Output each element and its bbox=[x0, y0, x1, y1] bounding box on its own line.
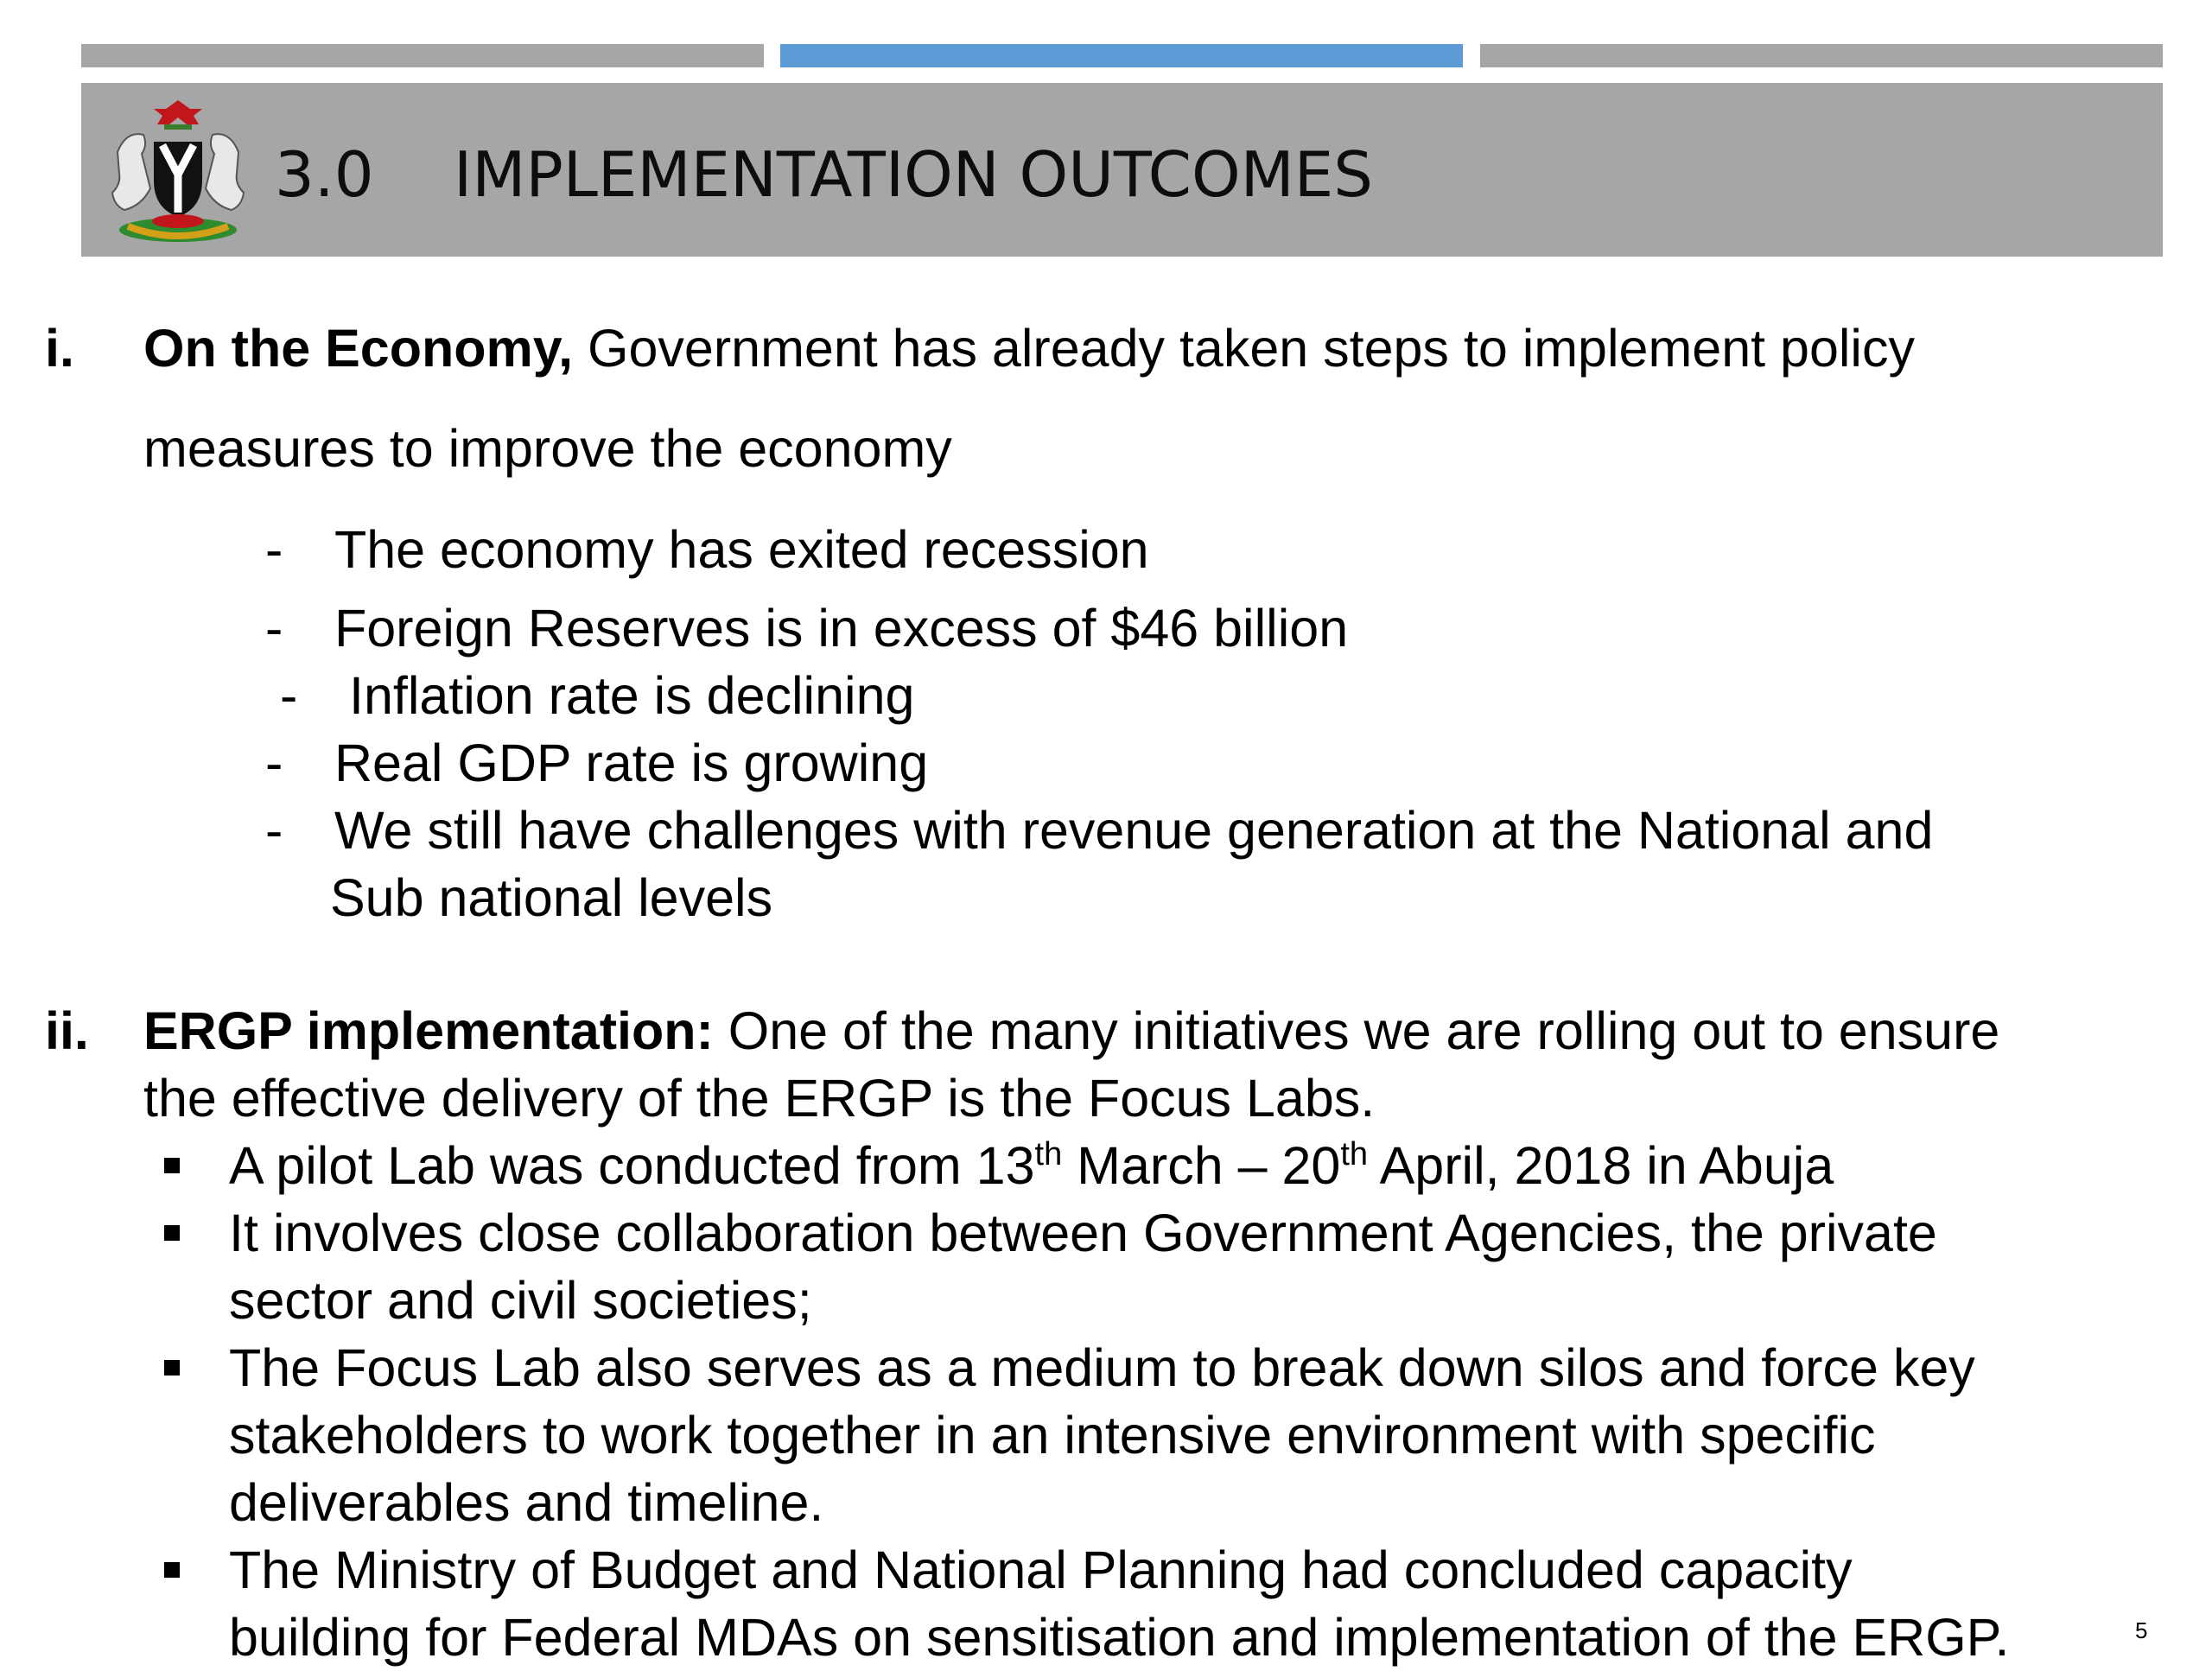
section-lead-line bbox=[143, 315, 1915, 382]
slide-title bbox=[275, 138, 1373, 211]
section-lead-text: One of the many initiatives we are rolling out to ensure bbox=[713, 1001, 2000, 1060]
top-bar-accent bbox=[780, 44, 1463, 67]
section-lead-line-2: measures to improve the economy bbox=[143, 419, 952, 478]
top-bar-left bbox=[81, 44, 764, 67]
section-lead-bold: ERGP implementation: bbox=[143, 1001, 714, 1060]
section-numeral: i. bbox=[45, 319, 74, 378]
section-numeral: ii. bbox=[45, 1001, 89, 1060]
title-band bbox=[81, 83, 2163, 257]
bullet-icon bbox=[164, 1158, 180, 1173]
bullet-icon bbox=[164, 1360, 180, 1376]
section-lead-line-2: the effective delivery of the ERGP is the Focus Labs. bbox=[143, 1069, 1376, 1128]
section-lead-line bbox=[143, 997, 1999, 1064]
section-lead-bold: On the Economy, bbox=[143, 319, 574, 378]
title-text: IMPLEMENTATION OUTCOMES bbox=[454, 138, 1373, 211]
coat-of-arms-icon bbox=[92, 92, 264, 251]
section-lead-text: Government has already taken steps to implement policy bbox=[573, 319, 1915, 378]
section-number: 3.0 bbox=[275, 138, 374, 211]
page-number: 5 bbox=[2135, 1617, 2148, 1643]
top-bar-right bbox=[1480, 44, 2163, 67]
bullet-icon bbox=[164, 1225, 180, 1241]
bullet-icon bbox=[164, 1562, 180, 1578]
